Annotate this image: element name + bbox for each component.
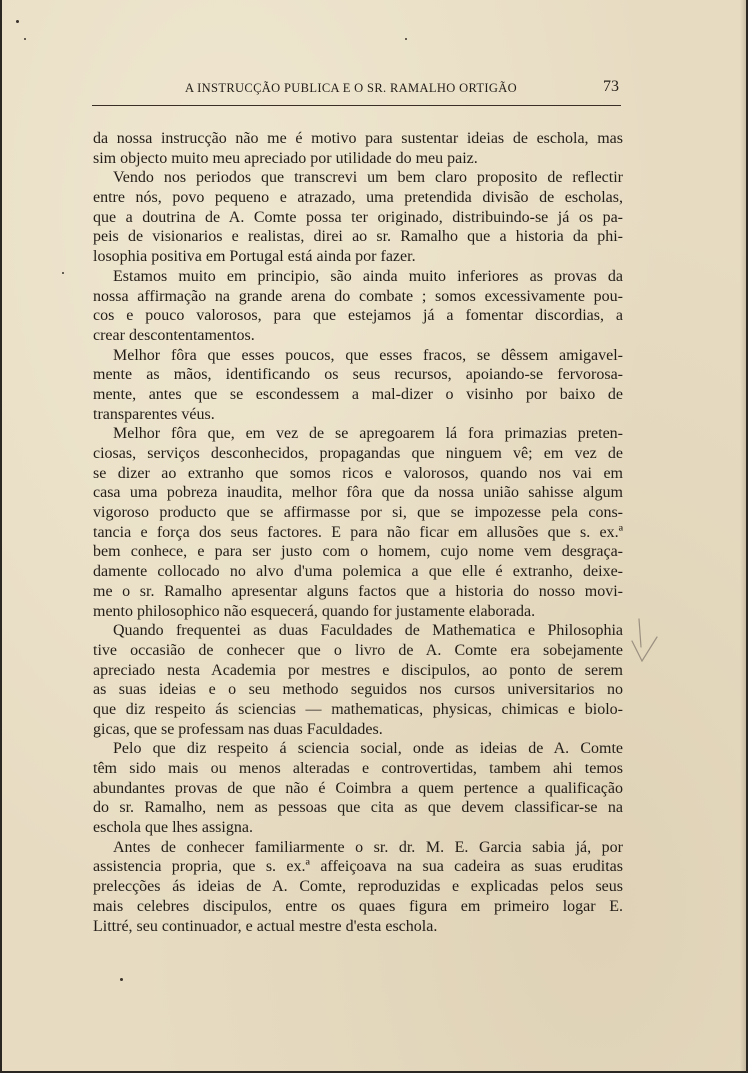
text-line: transparentes véus. xyxy=(93,405,215,423)
text-line: prelecções ás ideias de A. Comte, reproduzidas e explicadas pelos seus xyxy=(93,878,623,896)
paper-speck xyxy=(120,978,123,981)
text-line: têm sido mais ou menos alteradas e controvertidas, tambem ahi temos xyxy=(93,760,623,777)
text-line: peis de visionarios e realistas, direi ao sr. Ramalho que a historia da phi- xyxy=(93,228,623,246)
text-line: bem conhece, e para ser justo com o homem, cujo nome vem desgraça- xyxy=(93,543,623,561)
text-line: que a doutrina de A. Comte possa ter originado, distribuindo-se já os pa- xyxy=(93,208,623,226)
header-rule xyxy=(92,105,621,106)
text-line: abundantes provas de que não é Coimbra a quem pertence a qualificação xyxy=(93,779,623,797)
text-line: nossa affirmação na grande arena do combate ; somos excessivamente pou- xyxy=(93,287,623,305)
text-line: Estamos muito em principio, são ainda muito inferiores as provas da xyxy=(113,267,623,285)
text-line: assistencia propria, que s. ex.ª affeiçoava na sua cadeira as suas eruditas xyxy=(93,858,623,876)
text-line: do sr. Ramalho, nem as pessoas que cita as que devem classificar-se na xyxy=(93,799,623,817)
text-line: gicas, que se professam nas duas Faculdades. xyxy=(93,720,383,738)
text-line: entre nós, povo pequeno e atrazado, uma pretendida divisão de escholas, xyxy=(93,189,623,207)
page-number: 73 xyxy=(603,78,619,95)
text-line: Melhor fôra que, em vez de se apregoarem lá fora primazias preten- xyxy=(113,425,623,443)
body-text xyxy=(93,129,623,936)
text-line: Melhor fôra que esses poucos, que esses fracos, se dêssem amigavel- xyxy=(113,346,623,364)
text-line: as suas ideias e o seu methodo seguidos nos cursos universitarios no xyxy=(93,681,623,699)
page-header xyxy=(93,78,619,100)
page-edge-shadow xyxy=(740,0,746,1071)
text-line: vigoroso producto que se affirmasse por si, que se impozesse pela cons- xyxy=(93,504,623,522)
text-line: mento philosophico não esquecerá, quando for justamente elaborada. xyxy=(93,602,536,620)
running-title: A INSTRUCÇÃO PUBLICA E O SR. RAMALHO ORTIGÃO xyxy=(185,81,518,95)
text-line: mente as mãos, identificando os seus recursos, apoiando-se fervorosa- xyxy=(93,366,623,384)
text-line: mente, antes que se escondessem a mal-dizer o visinho por baixo de xyxy=(93,385,623,403)
text-line: sim objecto muito meu apreciado por utilidade do meu paiz. xyxy=(93,149,478,167)
text-line: Quando frequentei as duas Faculdades de Mathematica e Philosophia xyxy=(113,622,623,640)
text-line: crear descontentamentos. xyxy=(93,326,255,344)
text-line: tancia e força dos seus factores. E para não ficar em allusões que s. ex.ª xyxy=(93,523,623,541)
pencil-check-mark-icon xyxy=(630,617,660,665)
paper-speck xyxy=(405,38,407,40)
paper-speck xyxy=(16,20,19,23)
text-line: que diz respeito ás sciencias — mathematicas, physicas, chimicas e biolo- xyxy=(93,700,623,718)
text-line: losophia positiva em Portugal está ainda por fazer. xyxy=(93,248,416,266)
paper-speck xyxy=(62,272,64,274)
text-line: ciosas, serviços desconhecidos, propagandas que ninguem vê; em vez de xyxy=(93,445,623,462)
text-line: Pelo que diz respeito á sciencia social, onde as ideias de A. Comte xyxy=(113,740,623,758)
paper-speck xyxy=(24,38,26,40)
text-line: Vendo nos periodos que transcrevi um bem claro proposito de reflectir xyxy=(113,169,623,187)
book-page xyxy=(2,0,746,1071)
text-line: me o sr. Ramalho apresentar alguns factos que a historia do nosso movi- xyxy=(93,582,623,600)
text-line: cos e pouco valorosos, para que estejamos já a fomentar discordias, a xyxy=(93,307,623,325)
text-line: Littré, seu continuador, e actual mestre d'esta eschola. xyxy=(93,917,438,935)
text-line: tive occasião de conhecer que o livro de A. Comte era sobejamente xyxy=(93,641,623,659)
text-line: se dizer ao extranho que somos ricos e valorosos, quando nos vai em xyxy=(93,464,623,482)
text-line: eschola que lhes assigna. xyxy=(93,819,253,837)
text-line: da nossa instrucção não me é motivo para sustentar ideias de eschola, mas xyxy=(93,130,623,147)
text-line: mais celebres discipulos, entre os quaes figura em primeiro logar E. xyxy=(93,897,623,915)
text-line: Antes de conhecer familiarmente o sr. dr. M. E. Garcia sabia já, por xyxy=(113,838,623,856)
text-line: casa uma pobreza inaudita, melhor fôra que da nossa união sahisse algum xyxy=(93,484,623,502)
text-line: apreciado nesta Academia por mestres e discipulos, ao ponto de serem xyxy=(93,661,623,679)
text-line: damente collocado no alvo d'uma polemica a que elle é extranho, deixe- xyxy=(93,563,623,581)
